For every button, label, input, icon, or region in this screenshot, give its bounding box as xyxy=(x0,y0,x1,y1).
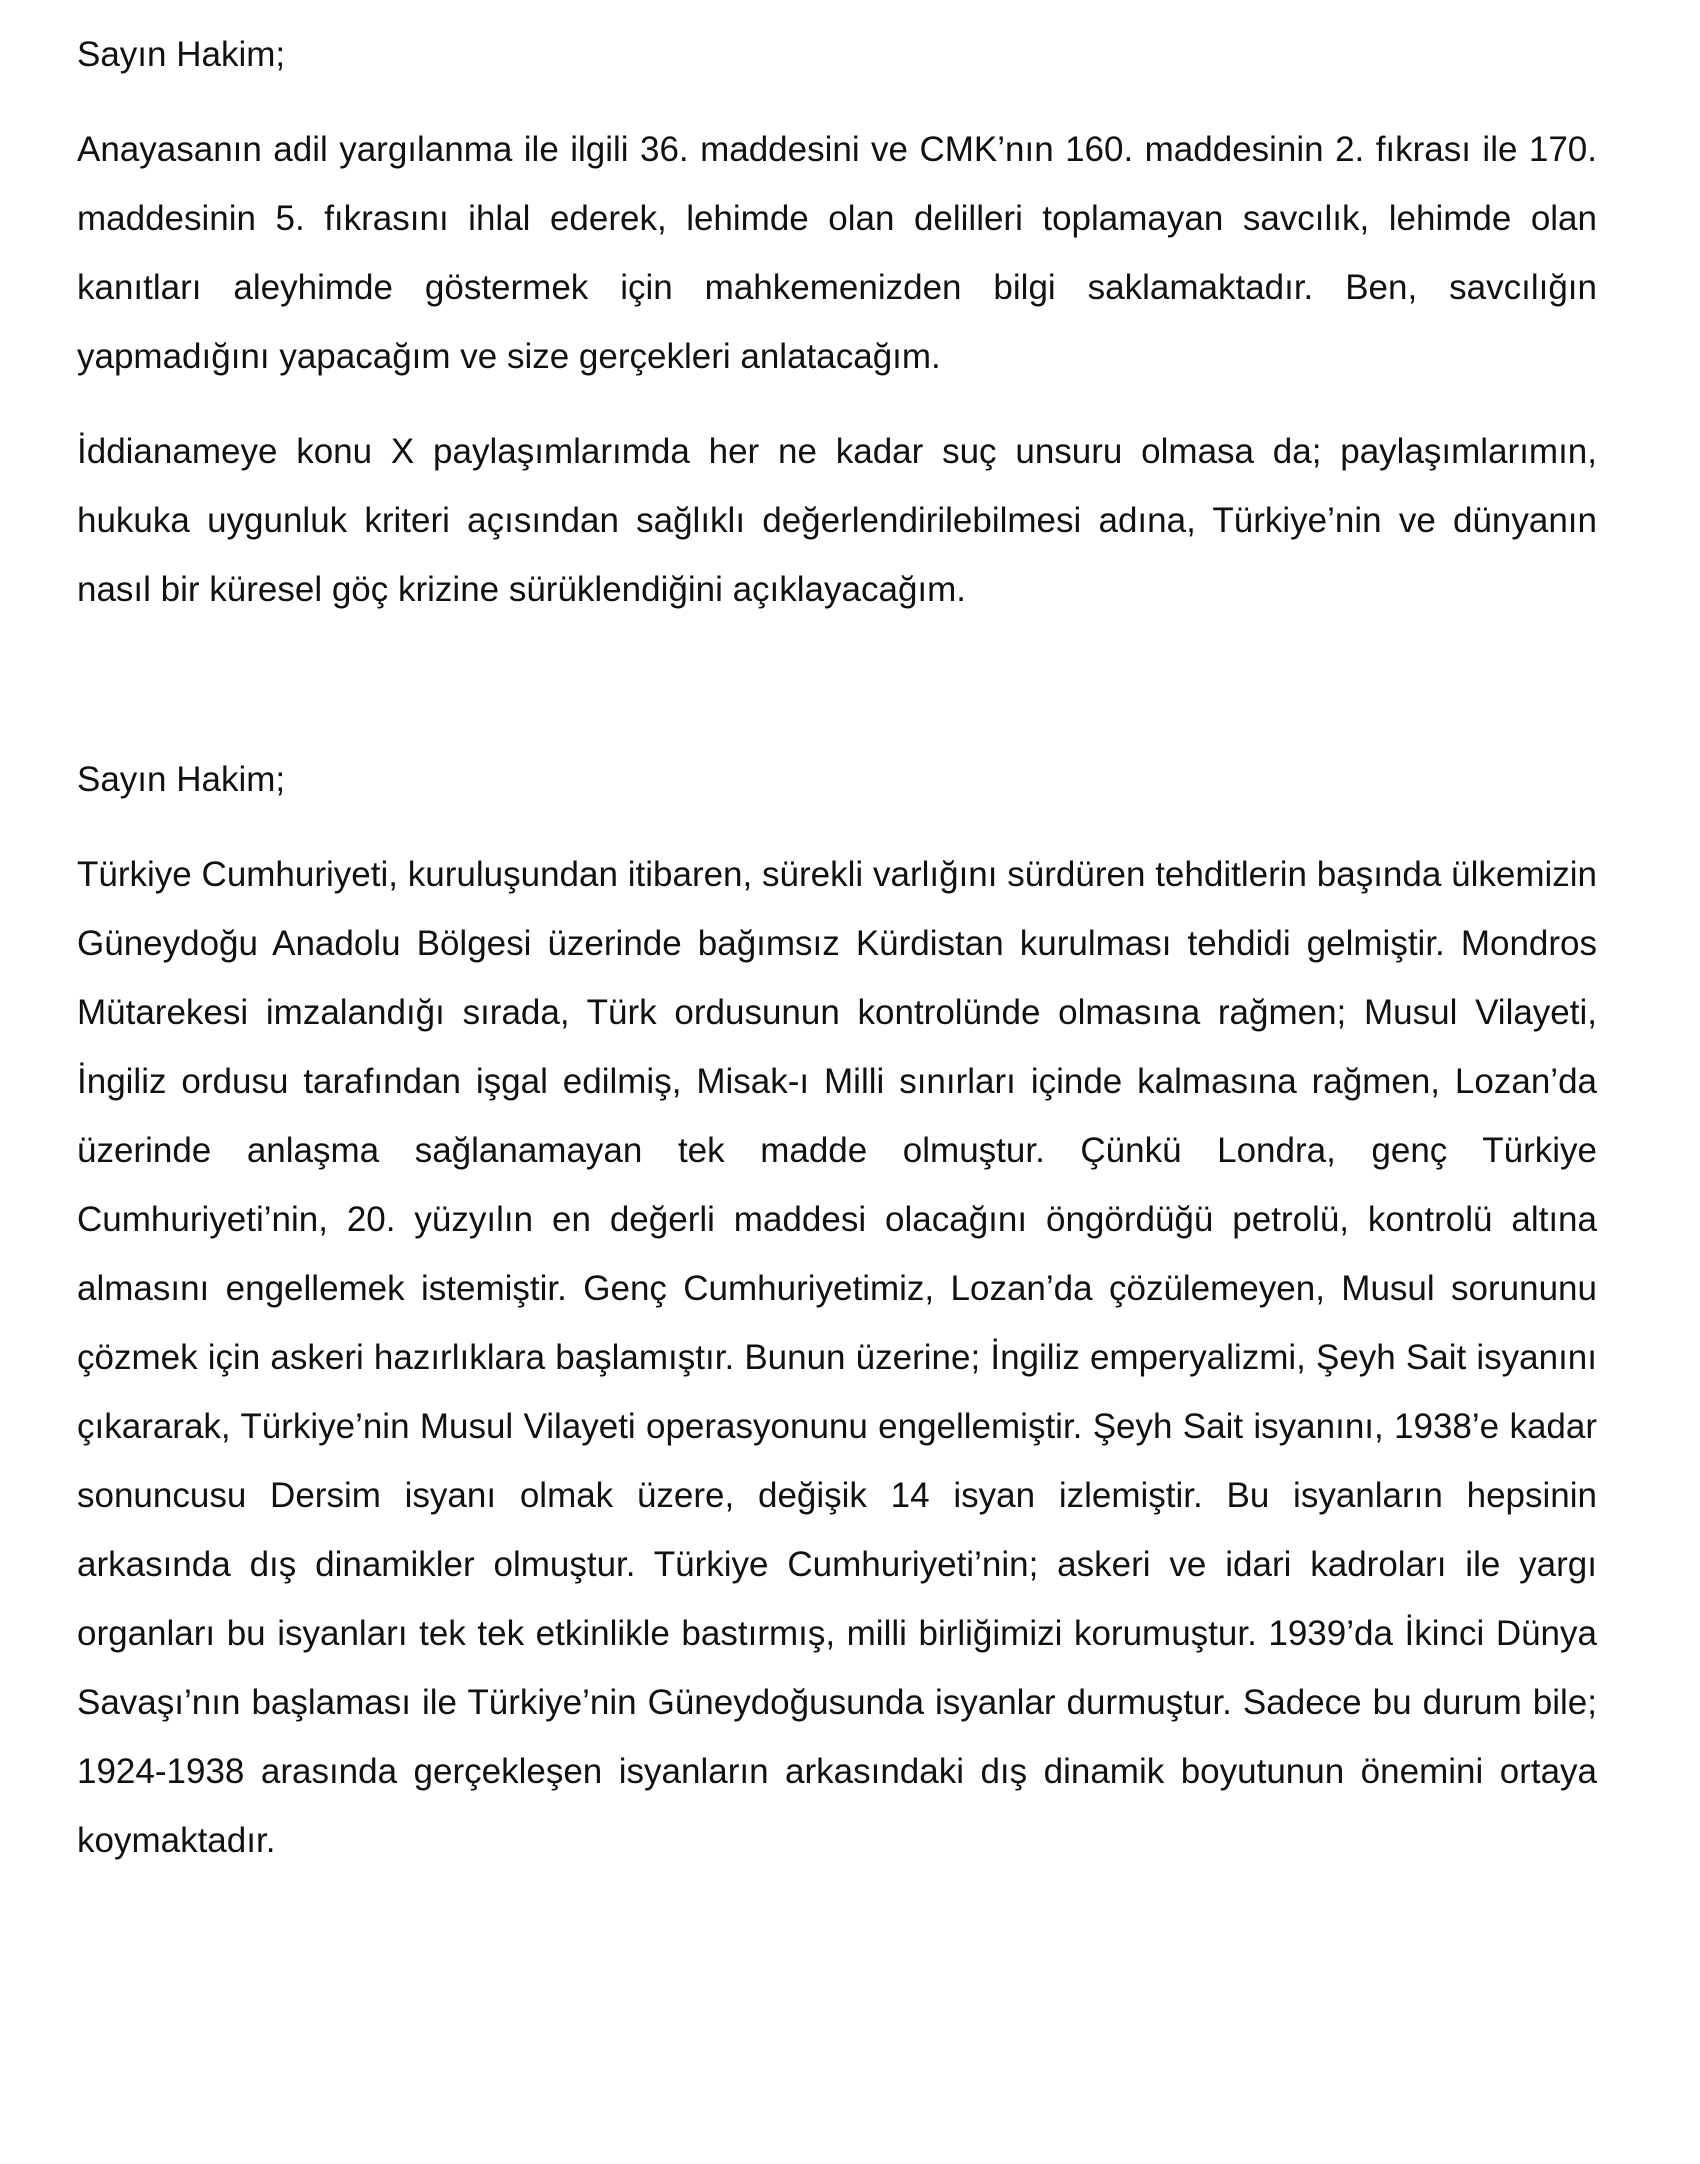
document-page xyxy=(77,20,1597,1875)
paragraph: İddianameye konu X paylaşımlarımda her ne kadar suç unsuru olmasa da; paylaşımlarımın, hukuka uygunluk kriteri açısından sağlıklı değerlendirilebilmesi adına, Türkiye’nin ve dünyanın nasıl bir küresel göç krizine sürüklendiğini açıklayacağım. xyxy=(77,432,1597,609)
salutation: Sayın Hakim; xyxy=(77,760,286,799)
salutation: Sayın Hakim; xyxy=(77,35,286,74)
paragraph: Türkiye Cumhuriyeti, kuruluşundan itibaren, sürekli varlığını sürdüren tehditlerin başında ülkemizin Güneydoğu Anadolu Bölgesi üzerinde bağımsız Kürdistan kurulması tehdidi gelmiştir. Mondros Mütarekesi imzalandığı sırada, Türk ordusunun kontrolünde olmasına rağmen; Musul Vilayeti, İngiliz ordusu tarafından işgal edilmiş, Misak-ı Milli sınırları içinde kalmasına rağmen, Lozan’da üzerinde anlaşma sağlanamayan tek madde olmuştur. Çünkü Londra, genç Türkiye Cumhuriyeti’nin, 20. yüzyılın en değerli maddesi olacağını öngördüğü petrolü, kontrolü altına almasını engellemek istemiştir. Genç Cumhuriyetimiz, Lozan’da çözülemeyen, Musul sorununu çözmek için askeri hazırlıklara başlamıştır. Bunun üzerine; İngiliz emperyalizmi, Şeyh Sait isyanını çıkararak, Türkiye’nin Musul Vilayeti operasyonunu engellemiştir. Şeyh Sait isyanını, 1938’e kadar sonuncusu Dersim isyanı olmak üzere, değişik 14 isyan izlemiştir. Bu isyanların hepsinin arkasında dış dinamikler olmuştur. Türkiye Cumhuriyeti’nin; askeri ve idari kadroları ile yargı organları bu isyanları tek tek etkinlikle bastırmış, milli birliğimizi korumuştur. 1939’da İkinci Dünya Savaşı’nın başlaması ile Türkiye’nin Güneydoğusunda isyanlar durmuştur. Sadece bu durum bile; 1924-1938 arasında gerçekleşen isyanların arkasındaki dış dinamik boyutunun önemini ortaya koymaktadır. xyxy=(77,855,1597,1860)
paragraph: Anayasanın adil yargılanma ile ilgili 36. maddesini ve CMK’nın 160. maddesinin 2. fıkrası ile 170. maddesinin 5. fıkrasını ihlal ederek, lehimde olan delilleri toplamayan savcılık, lehimde olan kanıtları aleyhimde göstermek için mahkemenizden bilgi saklamaktadır. Ben, savcılığın yapmadığını yapacağım ve size gerçekleri anlatacağım. xyxy=(77,130,1597,376)
